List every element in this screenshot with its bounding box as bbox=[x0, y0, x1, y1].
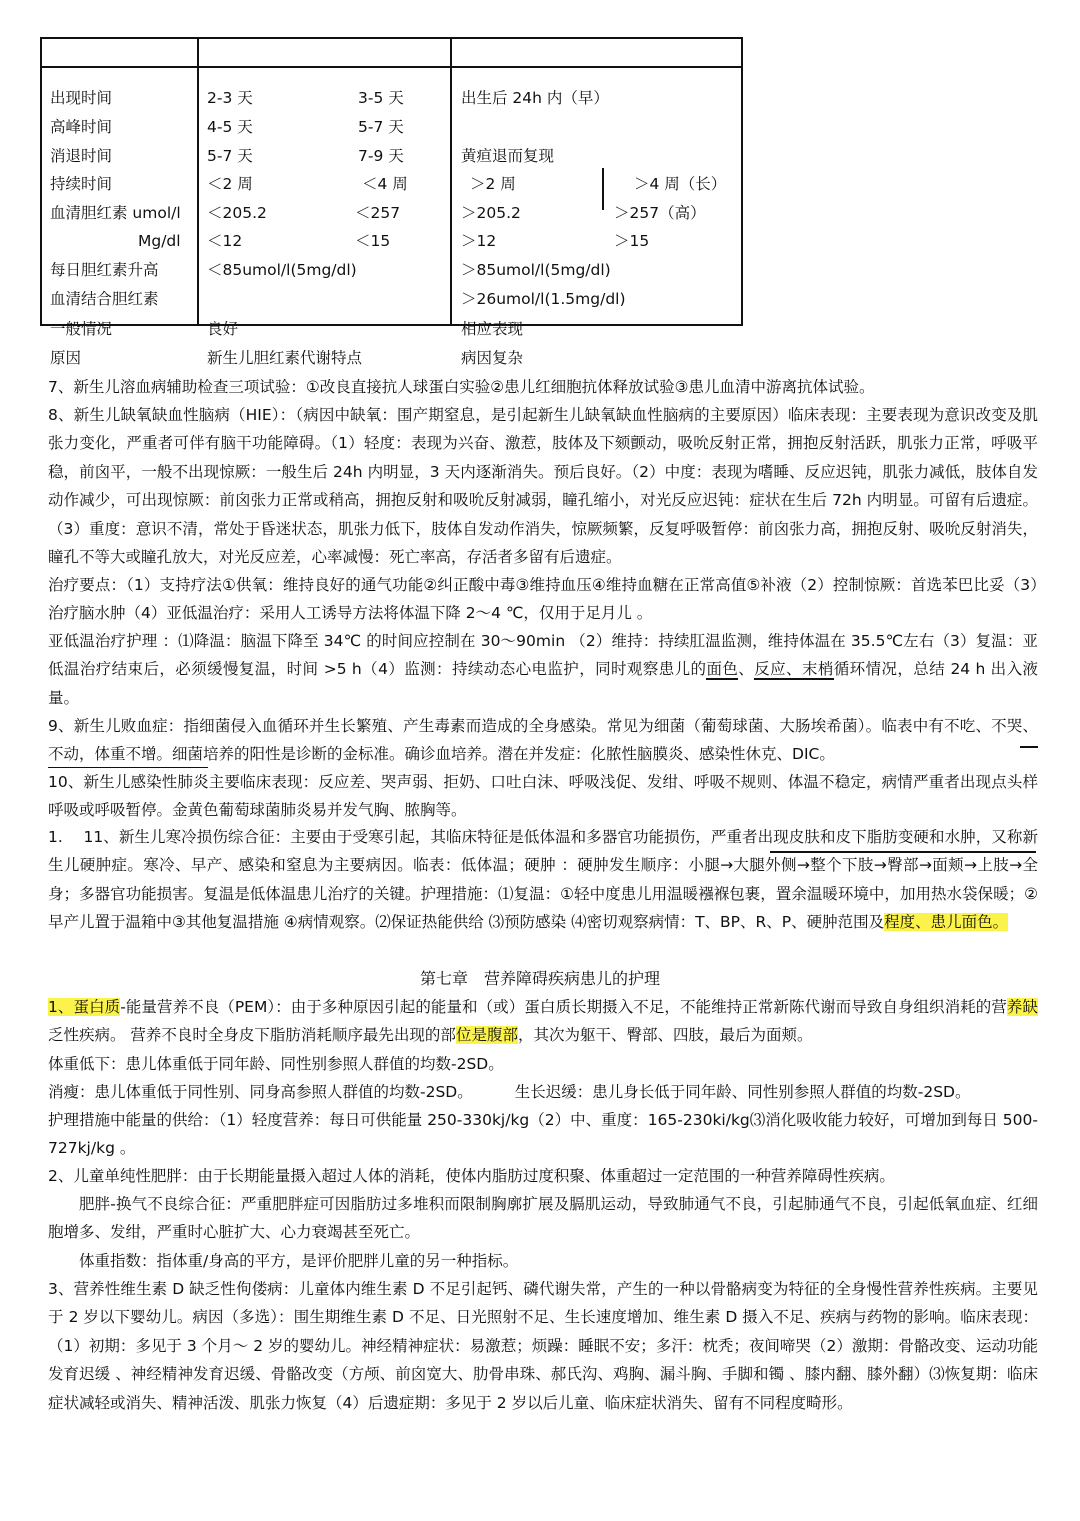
underline-mark bbox=[770, 851, 1036, 853]
pathologic-preterm: ＞15 bbox=[614, 232, 650, 250]
physiologic-preterm: ＜257 bbox=[355, 204, 401, 222]
pathologic-fullterm: 出生后 24h 内（早） bbox=[461, 89, 609, 107]
table-header-divider bbox=[40, 66, 743, 68]
underlined-text: 面色 bbox=[706, 660, 739, 679]
item-8-hie: 8、新生儿缺氧缺血性脑病（HIE）：（病因中缺氧：围产期窒息，是引起新生儿缺氧缺血性脑病的主要原因）临床表现：主要表现为意识改变及肌张力变化，严重者可伴有脑干功能障碍。（1）轻度：表现为兴奋、激惹，肢体及下颏颤动，吸吮反射正常，拥抱反射活跃，肌张力正常，呼吸平稳，前囟平，一般不出现惊厥：一般生后 24h 内明显，3 天内逐渐消失。预后良好。（2）中度：表现为嗜睡、反应迟钝，肌张力减低，肢体自发动作减少，可出现惊厥：前囟张力正常或稍高，拥抱反射和吸吮反射减弱，瞳孔缩小，对光反应迟钝：症状在生后 72h 内明显。可留有后遗症。（3）重度：意识不清，常处于昏迷状态，肌张力低下，肢体自发动作消失，惊厥频繁，反复呼吸暂停：前囟张力高，拥抱反射、吸吮反射消失，瞳孔不等大或瞳孔放大，对光反应差，心率减慢：死亡率高，存活者多留有后遗症。 bbox=[48, 406, 1038, 567]
row-label: 出现时间 bbox=[50, 89, 113, 107]
item-10-pneumonia: 10、新生儿感染性肺炎主要临床表现：反应差、哭声弱、拒奶、口吐白沫、呼吸浅促、发绀、呼吸不规则、体温不稳定，病情严重者出现点头样呼吸或呼吸暂停。金黄色葡萄球菌肺炎易并发气胸、脓胸等。 bbox=[48, 773, 1038, 820]
physiologic-fullterm: 2-3 天 bbox=[207, 89, 253, 107]
physiologic-preterm: 3-5 天 bbox=[358, 89, 404, 107]
pem-text: ，其次为躯干、臀部、四肢，最后为面颊。 bbox=[517, 1026, 813, 1045]
energy-supply: 护理措施中能量的供给：（1）轻度营养：每日可供能量 250-330kj/kg（2）中、重度：165-230ki/kg⑶消化吸收能力较好，可增加到每日 500-727kj/kg 。 bbox=[48, 1111, 1038, 1158]
table-row bbox=[0, 142, 1080, 170]
underlined-text: 反应、末梢 bbox=[754, 660, 834, 679]
margin-mark bbox=[1020, 746, 1038, 748]
underweight-definition: 体重低下：患儿体重低于同年龄、同性别参照人群值的均数-2SD。 bbox=[48, 1055, 504, 1073]
physiologic-value: 新生儿胆红素代谢特点 bbox=[207, 349, 363, 367]
physiologic-value: ＜85umol/l(5mg/dl) bbox=[207, 261, 357, 279]
row-label: 原因 bbox=[50, 349, 82, 367]
care-text: 循环情况，总结 24 h 出入液量。 bbox=[48, 660, 1038, 707]
pem-text: -能量营养不良（PEM）：由于多种原因引起的能量和（或）蛋白质长期摄入不足，不能维持正常新陈代谢而导致自身组织消耗的营 bbox=[120, 998, 1007, 1016]
pathologic-value: ＞26umol/l(1.5mg/dl) bbox=[461, 290, 626, 308]
table-row bbox=[0, 315, 1080, 343]
row-label: 一般情况 bbox=[50, 320, 113, 338]
pathologic-fullterm: 黄疸退而复现 bbox=[461, 147, 555, 165]
physiologic-preterm: 5-7 天 bbox=[358, 118, 404, 136]
care-text: 亚低温治疗护理 ：⑴降温：脑温下降至 34℃ 的时间应控制在 30～90min （2）维持：持续肛温监测，维持体温在 35.5℃左右（3）复温：亚低温治疗结束后，必须缓慢复温，时间 >5 h（4）监测：持续动态心电监护，同时观察患儿的 bbox=[48, 632, 1038, 679]
pathologic-value: 相应表现 bbox=[461, 320, 524, 338]
stunting-definition: 生长迟缓：患儿身长低于同年龄、同性别参照人群值的均数-2SD。 bbox=[514, 1083, 971, 1101]
row-label: 持续时间 bbox=[50, 175, 113, 193]
cold-injury-text: 1. 11、新生儿寒冷损伤综合征：主要由于受寒引起，其临床特征是低体温和多器官功能损伤，严重者出现皮肤和皮下脂肪变硬和水肿，又称新生儿硬肿症。寒冷、早产、感染和窒息为主要病因。临表：低体温；硬肿 ：硬肿发生顺序：小腿→大腿外侧→整个下肢→臀部→面颊→上肢→全身；多器官功能损害。复温是低体温患儿治疗的关键。护理措施：⑴复温：①轻中度患儿用温暖襁褓包裹，置余温暖环境中，加用热水袋保暖；②早产儿置于温箱中③其他复温措施 ④病情观察。⑵保证热能供给 ⑶预防感染 ⑷密切观察病情：T、BP、R、P、硬肿范围及 bbox=[48, 828, 1038, 932]
table-row bbox=[0, 170, 1080, 198]
item-8-hypothermia-care bbox=[48, 627, 1038, 712]
pathologic-value: ＞85umol/l(5mg/dl) bbox=[461, 261, 611, 279]
physiologic-fullterm: 4-5 天 bbox=[207, 118, 253, 136]
physiologic-preterm: ＜4 周 bbox=[362, 175, 408, 193]
nutrition-item-3-rickets: 3、营养性维生素 D 缺乏性佝偻病：儿童体内维生素 D 不足引起钙、磷代谢失常，产生的一种以骨骼病变为特征的全身慢性营养性疾病。主要见于 2 岁以下婴幼儿。病因（多选）：围生期维生素 D 不足、日光照射不足、生长速度增加、维生素 D 摄入不足、疾病与药物的影响。临床表现：（1）初期：多见于 3 个月～ 2 岁的婴幼儿。神经精神症状：易激惹；烦躁：睡眠不安；多汗：枕秃；夜间啼哭（2）激期：骨骼改变、运动功能发育迟缓 、神经精神发育迟缓、骨骼改变（方颅、前囟宽大、肋骨串珠、郝氏沟、鸡胸、漏斗胸、手脚和镯 、膝内翻、膝外翻）⑶恢复期：临床症状减轻或消失、精神活泼、肌张力恢复（4）后遗症期：多见于 2 岁以后儿童、临床症状消失、留有不同程度畸形。 bbox=[48, 1280, 1038, 1412]
highlighted-text: 养缺 bbox=[1006, 998, 1038, 1016]
item-9-sepsis: 9、新生儿败血症：指细菌侵入血循环并生长繁殖、产生毒素而造成的全身感染。常见为细菌（葡萄球菌、大肠埃希菌）。临表中有不吃、不哭、不动，体重不增。细菌培养的阳性是诊断的金标准。确诊血培养。潜在并发症：化脓性脑膜炎、感染性休克、DIC。 bbox=[48, 717, 1038, 764]
item-7-hemolytic-tests: 7、新生儿溶血病辅助检查三项试验：①改良直接抗人球蛋白实验②患儿红细胞抗体释放试验③患儿血清中游离抗体试验。 bbox=[48, 378, 875, 396]
bmi-definition: 体重指数：指体重/身高的平方，是评价肥胖儿童的另一种指标。 bbox=[79, 1252, 519, 1270]
pem-text: 乏性疾病。 营养不良时全身皮下脂肪消耗顺序最先出现的部 bbox=[48, 1026, 456, 1045]
table-row bbox=[0, 84, 1080, 112]
strike-line bbox=[48, 767, 208, 768]
highlighted-text: 位是腹部 bbox=[455, 1026, 518, 1045]
pathologic-fullterm: ＞2 周 bbox=[470, 175, 516, 193]
pathologic-preterm: ＞257（高） bbox=[614, 204, 706, 222]
physiologic-fullterm: ＜12 bbox=[207, 232, 243, 250]
table-row bbox=[0, 285, 1080, 313]
table-row bbox=[0, 113, 1080, 141]
physiologic-value: 良好 bbox=[207, 320, 239, 338]
table-row bbox=[0, 256, 1080, 284]
chapter-title: 第七章 营养障碍疾病患儿的护理 bbox=[419, 969, 660, 988]
wasting-definition: 消瘦：患儿体重低于同性别、同身高参照人群值的均数-2SD。 bbox=[48, 1083, 473, 1101]
pathologic-preterm: ＞4 周（长） bbox=[634, 175, 727, 193]
table-row bbox=[0, 344, 1080, 372]
wasting-stunting-row bbox=[48, 1078, 1038, 1106]
nutrition-item-2-obesity: 2、儿童单纯性肥胖：由于长期能量摄入超过人体的消耗，使体内脂肪过度积聚、体重超过一定范围的一种营养障碍性疾病。 bbox=[48, 1167, 895, 1185]
row-label: 每日胆红素升高 bbox=[50, 261, 159, 279]
pickwickian-syndrome: 肥胖-换气不良综合征：严重肥胖症可因脂肪过多堆积而限制胸廓扩展及膈肌运动，导致肺通气不良，引起肺通气不良，引起低氧血症、红细胞增多、发绀，严重时心脏扩大、心力衰竭甚至死亡。 bbox=[48, 1195, 1038, 1242]
pathologic-value: 病因复杂 bbox=[461, 349, 524, 367]
highlighted-text: 程度、患儿面色。 bbox=[884, 913, 1009, 932]
highlighted-text: 1、蛋白质 bbox=[48, 998, 121, 1016]
nutrition-item-1-pem bbox=[48, 993, 1038, 1050]
pathologic-fullterm: ＞205.2 bbox=[461, 204, 521, 222]
physiologic-fullterm: ＜205.2 bbox=[207, 204, 267, 222]
item-8-treatment: 治疗要点：（1）支持疗法①供氧：维持良好的通气功能②纠正酸中毒③维持血压④维持血糖在正常高值⑤补液（2）控制惊厥：首选苯巴比妥（3）治疗脑水肿（4）亚低温治疗：采用人工诱导方法将体温下降 2～4 ℃，仅用于足月儿 。 bbox=[48, 576, 1038, 623]
row-label: 血清胆红素 umol/l bbox=[50, 204, 181, 222]
care-text: 、 bbox=[738, 660, 755, 679]
pathologic-fullterm: ＞12 bbox=[461, 232, 497, 250]
physiologic-fullterm: 5-7 天 bbox=[207, 147, 253, 165]
physiologic-preterm: ＜15 bbox=[355, 232, 391, 250]
row-label: 血清结合胆红素 bbox=[50, 290, 159, 308]
row-label: Mg/dl bbox=[138, 232, 181, 250]
item-11-cold-injury bbox=[48, 823, 1038, 937]
table-row bbox=[0, 199, 1080, 227]
physiologic-fullterm: ＜2 周 bbox=[207, 175, 253, 193]
row-label: 高峰时间 bbox=[50, 118, 113, 136]
physiologic-preterm: 7-9 天 bbox=[358, 147, 404, 165]
row-label: 消退时间 bbox=[50, 147, 113, 165]
table-row bbox=[0, 227, 1080, 255]
